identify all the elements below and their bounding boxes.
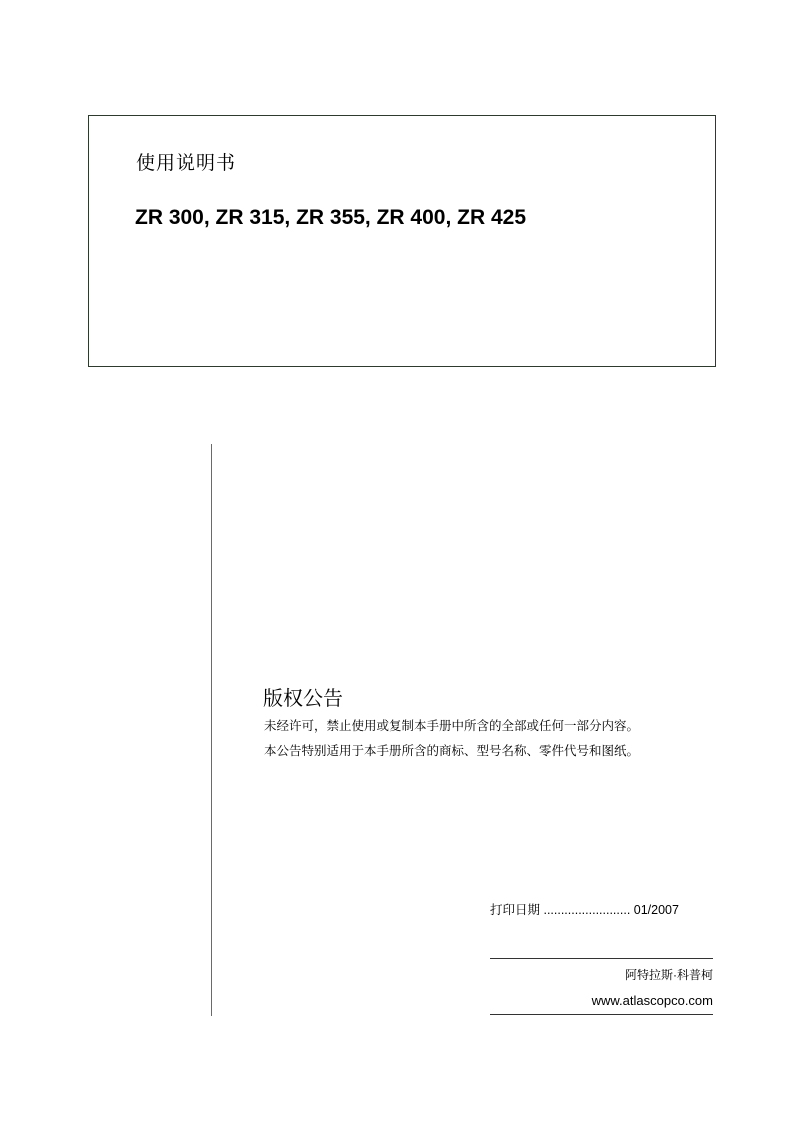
vertical-divider xyxy=(211,444,212,1016)
company-name: 阿特拉斯·科普柯 xyxy=(625,968,713,982)
model-list-title: ZR 300, ZR 315, ZR 355, ZR 400, ZR 425 xyxy=(135,206,527,229)
document-type-label: 使用说明书 xyxy=(136,153,237,174)
copyright-text-line: 未经许可，禁止使用或复制本手册中所含的全部或任何一部分内容。 xyxy=(264,719,640,733)
company-website: www.atlascopco.com xyxy=(591,993,713,1008)
copyright-text-line: 本公告特别适用于本手册所含的商标、型号名称、零件代号和图纸。 xyxy=(264,744,640,758)
footer-divider-top xyxy=(490,958,713,959)
footer-divider-bottom xyxy=(490,1014,713,1015)
title-box xyxy=(88,115,716,367)
print-date: 打印日期 ......................... 01/2007 xyxy=(490,903,679,917)
copyright-heading: 版权公告 xyxy=(263,688,343,710)
